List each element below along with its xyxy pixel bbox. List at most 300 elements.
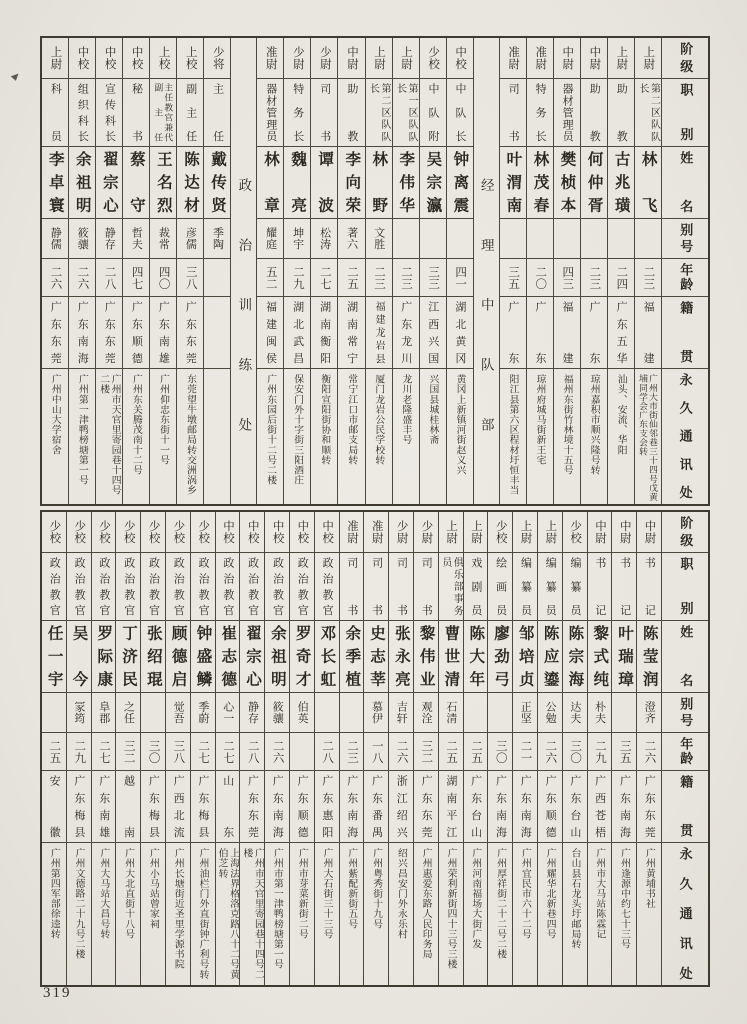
cell-name [311,146,337,218]
cell-rank [216,512,240,552]
cell-age [123,258,149,296]
cell-rank [123,38,149,78]
cell-name [500,146,526,218]
cell-alias [447,218,473,258]
personnel-table-bottom [40,510,710,987]
cell-address-text: 广州第四军部徐逵转 [48,848,60,939]
cell-native [464,770,488,842]
cell-age [588,732,612,770]
cell-address-text: 广州东关腾茂南十二号 [130,374,142,475]
cell-title [311,78,337,146]
cell-name [389,620,413,692]
cell-rank [265,512,289,552]
cell-title [92,552,116,620]
cell-title-text: 政治教官 [271,557,284,616]
cell-age-text: 二五 [469,739,482,764]
header-column [662,512,708,985]
cell-alias-text: 静儒 [49,227,62,250]
header-address-text: 永久通讯处 [677,373,693,500]
header-age [662,258,708,296]
cell-native-text: 广东南雄 [97,775,110,838]
cell-title [240,552,264,620]
cell-rank-text: 少校 [122,520,135,544]
cell-age [42,732,66,770]
cell-age-text: 二七 [318,265,331,290]
section-column [474,38,500,504]
cell-address-text: 广州荣利新街四十三号三楼 [445,848,457,970]
cell-title-text: 组织科长 [76,83,89,142]
cell-rank [340,512,364,552]
header-native-text: 籍贯 [678,301,694,364]
cell-address-text: 广州市第一津鸭榜塘第一号 [271,848,283,970]
cell-native [42,296,68,368]
cell-address [447,368,473,504]
cell-native [393,296,419,368]
cell-address-text: 广州市天官里寄园巷十四号二楼 [241,848,264,980]
cell-address [116,842,140,985]
cell-rank [311,38,337,78]
cell-address-text: 广州仰忠东街十一号 [158,374,169,465]
cell-alias-text: 季蔚 [196,701,209,724]
cell-name [464,620,488,692]
cell-title [420,78,446,146]
cell-title-text: 助教 [345,83,358,142]
cell-address-text: 广州大马站大昌号转 [98,848,110,939]
cell-age-text: 三〇 [147,739,160,764]
cell-rank [439,512,463,552]
person-column [177,38,204,504]
cell-name [191,620,215,692]
cell-address [366,368,392,504]
cell-title [141,552,165,620]
cell-native-text: 广东梅县 [147,775,160,838]
cell-name-text: 李伟华 [397,151,415,214]
person-column [554,38,581,504]
cell-age-text: 二五 [445,739,458,764]
cell-rank-text: 少校 [48,520,61,544]
cell-title-text: 副主任 [184,83,197,142]
cell-address [69,368,95,504]
cell-alias [389,692,413,732]
cell-alias [150,218,176,258]
cell-name [177,146,203,218]
cell-name [123,146,149,218]
cell-name-text: 古兆璜 [612,151,630,214]
cell-name-text: 魏亮 [289,151,307,214]
cell-address [257,368,283,504]
cell-alias-text: 朴夫 [593,701,606,724]
cell-address [42,842,66,985]
cell-title-text: 编纂员 [544,557,557,616]
cell-name-text: 钟离震 [451,151,469,214]
cell-native [67,770,91,842]
cell-title-text: 主任教官兼代副主任 [153,83,174,142]
cell-age [554,258,580,296]
cell-title-text: 第二区队队长 [367,83,391,142]
cell-name [290,620,314,692]
cell-title [447,78,473,146]
cell-rank [420,38,446,78]
header-alias [662,218,708,258]
cell-alias [166,692,190,732]
header-native-text: 籍贯 [678,775,694,838]
cell-age-text: 四一 [454,265,467,290]
cell-title-text: 书记 [643,557,656,616]
cell-name [527,146,553,218]
person-column [581,38,608,504]
cell-address-text: 上海法界格洛克路八十二号黄伯芝转 [216,848,240,980]
cell-age-text: 二九 [291,265,304,290]
cell-title-text: 助教 [615,83,628,142]
cell-age [191,732,215,770]
cell-age [141,732,165,770]
cell-age-text: 三〇 [494,739,507,764]
cell-name-text: 李卓寰 [46,151,64,214]
cell-rank [608,38,634,78]
cell-alias-text: 达夫 [568,701,581,724]
cell-name [608,146,634,218]
cell-rank-text: 准尉 [264,46,277,70]
cell-alias [96,218,122,258]
cell-age [265,732,289,770]
cell-rank [240,512,264,552]
cell-title [315,552,339,620]
cell-alias-text: 静存 [103,227,116,250]
cell-title [581,78,607,146]
cell-name [393,146,419,218]
cell-address-text: 广州东园后街十二号二楼 [265,374,277,486]
cell-rank-text: 中尉 [618,520,631,544]
cell-title-text: 主任 [211,83,224,142]
cell-native [563,770,587,842]
section-label [231,38,256,504]
cell-address [191,842,215,985]
cell-name-text: 任一宇 [45,625,63,688]
cell-name [538,620,562,692]
cell-title-text: 器材管理员 [561,83,574,142]
cell-age [257,258,283,296]
person-column [150,38,177,504]
cell-title-text: 政治教官 [97,557,110,616]
cell-rank [588,512,612,552]
cell-native [290,770,314,842]
cell-rank [69,38,95,78]
cell-address-text: 琼州府城马街新王宅 [534,374,546,465]
cell-name-text: 翟宗心 [244,625,262,688]
person-column [42,38,69,504]
person-column [608,38,635,504]
cell-alias [42,218,68,258]
cell-name-text: 余祖明 [73,151,91,214]
cell-age [393,258,419,296]
cell-address [92,842,116,985]
cell-title [513,552,537,620]
cell-age [67,732,91,770]
cell-native-text: 湖南常宁 [345,301,358,364]
cell-name [366,146,392,218]
cell-age [340,732,364,770]
cell-age [204,258,230,296]
cell-name-text: 陈宗海 [566,625,584,688]
cell-age [311,258,337,296]
cell-rank-text: 准尉 [507,46,520,70]
cell-alias-text: 公勉 [544,701,557,724]
cell-title-text: 编纂员 [569,557,582,616]
cell-age-text: 二八 [103,265,116,290]
person-column [563,512,588,985]
cell-address-text: 厦门龙岩公民学校转 [373,374,385,465]
cell-age [581,258,607,296]
cell-title-text: 政治教官 [221,557,234,616]
cell-native-text: 广东东莞 [246,775,259,838]
cell-name [488,620,512,692]
cell-rank [42,38,68,78]
cell-alias [204,218,230,258]
person-column [393,38,420,504]
cell-native-text: 广东惠阳 [320,775,333,838]
cell-name-text: 丁济民 [120,625,138,688]
cell-address [290,842,314,985]
cell-title [123,78,149,146]
cell-rank [447,38,473,78]
cell-title [340,552,364,620]
cell-rank [338,38,364,78]
cell-alias-text: 觉吾 [172,701,185,724]
cell-native [588,770,612,842]
header-rank [662,512,708,552]
cell-rank-text: 准尉 [534,46,547,70]
person-column [414,512,439,985]
cell-native [366,296,392,368]
cell-native-text: 广东南海 [519,775,532,838]
cell-age [635,258,661,296]
cell-title [554,78,580,146]
cell-alias [92,692,116,732]
cell-name-text: 陈达材 [181,151,199,214]
person-column [257,38,284,504]
cell-age-text: 二〇 [534,265,547,290]
cell-rank [257,38,283,78]
cell-native [447,296,473,368]
cell-alias [340,692,364,732]
person-column [315,512,340,985]
cell-address [414,842,438,985]
cell-address [439,842,463,985]
cell-rank-text: 少校 [73,520,86,544]
cell-name [364,620,388,692]
cell-rank-text: 上尉 [544,520,557,544]
cell-age [315,732,339,770]
cell-native-text: 广东东莞 [643,775,656,838]
cell-age-text: 二五 [345,265,358,290]
cell-alias [216,692,240,732]
cell-title [364,552,388,620]
cell-rank-text: 中校 [130,46,143,70]
cell-rank [527,38,553,78]
cell-native [191,770,215,842]
cell-name [69,146,95,218]
cell-rank-text: 中尉 [643,520,656,544]
cell-age-text: 三八 [184,265,197,290]
cell-name [96,146,122,218]
cell-alias [191,692,215,732]
cell-native [315,770,339,842]
cell-rank-text: 中校 [454,46,467,70]
cell-native-text: 广东 [533,301,546,364]
cell-alias [420,218,446,258]
cell-native [177,296,203,368]
cell-address-text: 广州油栏门外直街钟广利号转 [197,848,209,980]
cell-title [257,78,283,146]
section-label-text: 政治训练处 [236,178,252,432]
page-number: 319 [43,985,72,1001]
person-column [527,38,554,504]
cell-alias-text: 著六 [345,227,358,250]
cell-rank-text: 中校 [221,520,234,544]
cell-address [554,368,580,504]
cell-alias-text: 吉轩 [395,701,408,724]
cell-title [67,552,91,620]
cell-native [216,770,240,842]
cell-rank [284,38,310,78]
cell-alias [581,218,607,258]
cell-native [554,296,580,368]
cell-address [42,368,68,504]
cell-alias [500,218,526,258]
cell-alias [414,692,438,732]
person-column [500,38,527,504]
cell-rank-text: 准尉 [370,520,383,544]
cell-rank [141,512,165,552]
cell-name-text: 曹世清 [442,625,460,688]
cell-rank [150,38,176,78]
ink-mark [11,73,20,81]
cell-rank-text: 少校 [494,520,507,544]
cell-title-text: 司书 [420,557,433,616]
person-column [290,512,315,985]
cell-native [265,770,289,842]
cell-native-text: 广东顺德 [296,775,309,838]
cell-native [42,770,66,842]
cell-age [284,258,310,296]
cell-native-text: 湖南平江 [444,775,457,838]
header-alias [662,692,708,732]
cell-title-text: 书记 [593,557,606,616]
cell-native [166,770,190,842]
cell-age [527,258,553,296]
cell-alias-text: 耀庭 [264,227,277,250]
cell-address-text: 广州长塘街近圣里学源书院 [172,848,184,970]
cell-title-text: 政治教官 [246,557,259,616]
cell-native-text: 江西兴国 [426,301,439,364]
cell-native [500,296,526,368]
cell-native [538,770,562,842]
cell-rank [488,512,512,552]
person-column [420,38,447,504]
person-column [447,38,474,504]
cell-alias [554,218,580,258]
cell-name [240,620,264,692]
cell-rank-text: 中校 [271,520,284,544]
cell-name [554,146,580,218]
person-column [538,512,563,985]
cell-rank [290,512,314,552]
cell-alias [612,692,636,732]
cell-address [637,842,661,985]
cell-title [166,552,190,620]
cell-alias [290,692,314,732]
cell-age [464,732,488,770]
cell-name-text: 黎式纯 [591,625,609,688]
cell-native [414,770,438,842]
cell-address [612,842,636,985]
cell-alias [366,218,392,258]
header-age [662,732,708,770]
cell-title [216,552,240,620]
cell-address [420,368,446,504]
cell-rank [635,38,661,78]
cell-rank [366,38,392,78]
cell-native [116,770,140,842]
person-column [265,512,290,985]
cell-rank-text: 少校 [147,520,160,544]
cell-name-text: 史志莘 [368,625,386,688]
cell-alias [393,218,419,258]
cell-native-text: 安徽 [48,775,61,838]
cell-rank-text: 准尉 [345,520,358,544]
cell-rank-text: 上尉 [615,46,628,70]
cell-age-text: 二七 [98,739,110,764]
cell-native-text: 广西苍梧 [593,775,606,838]
cell-name [141,620,165,692]
cell-native [581,296,607,368]
header-name-text: 姓名 [678,625,694,688]
cell-native-text: 广东南海 [345,775,358,838]
cell-alias-text: 季陶 [211,227,224,250]
cell-alias-text: 石清 [444,701,457,724]
cell-rank [389,512,413,552]
cell-native [141,770,165,842]
cell-native [284,296,310,368]
cell-title [414,552,438,620]
cell-address-text: 广州厚祥街二十二号二楼 [495,848,507,960]
cell-rank [67,512,91,552]
person-column [166,512,191,985]
cell-age-text: 四七 [130,265,143,290]
cell-address-text: 广州大市街仙邻巷三十四号戊黄埔同学会广东支会转 [637,374,659,502]
cell-name-text: 罗奇才 [293,625,311,688]
cell-native [150,296,176,368]
cell-title [612,552,636,620]
cell-name-text: 吴宗瀛 [424,151,442,214]
cell-age [69,258,95,296]
person-column [123,38,150,504]
cell-rank [364,512,388,552]
cell-age-text: 三三 [427,265,440,290]
cell-title [290,552,314,620]
cell-name [42,620,66,692]
cell-native [123,296,149,368]
cell-native-text: 广东南雄 [157,301,170,364]
header-rank-text: 阶级 [678,516,694,548]
cell-age [612,732,636,770]
cell-title-text: 第一区队队长 [394,83,418,142]
cell-title [191,552,215,620]
cell-title-text: 政治教官 [172,557,185,616]
cell-alias [240,692,264,732]
cell-address [500,368,526,504]
cell-native [364,770,388,842]
